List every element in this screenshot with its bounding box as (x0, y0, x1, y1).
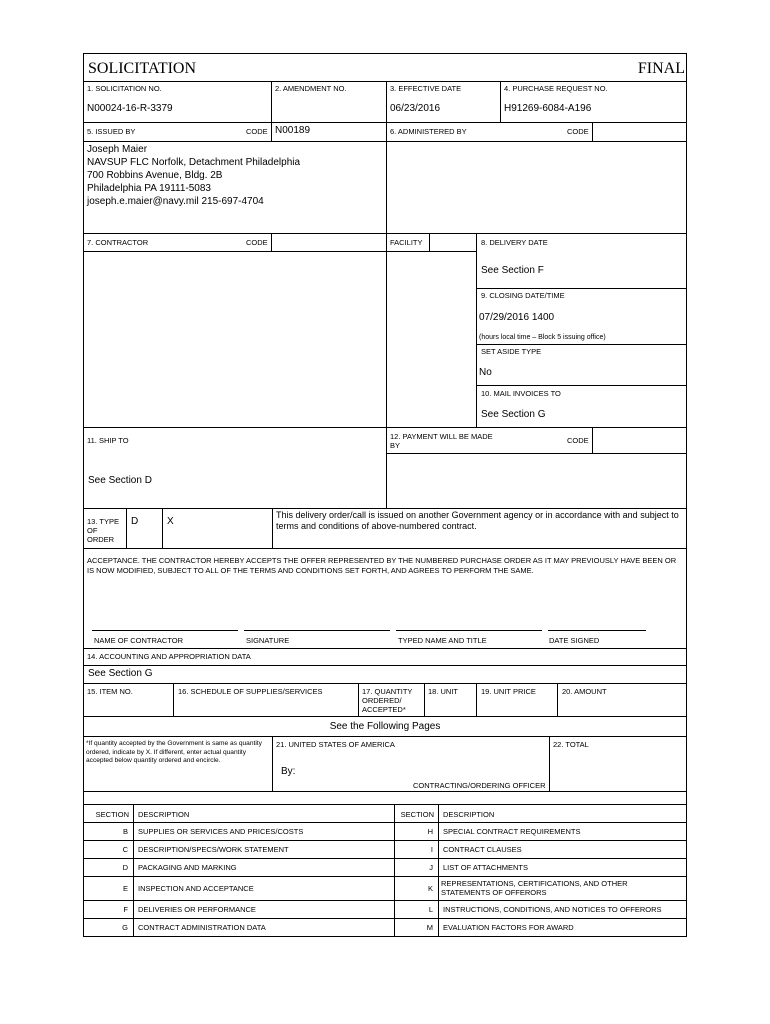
contractor-code-label: CODE (246, 238, 268, 247)
delivery-date-value[interactable]: See Section F (481, 265, 544, 276)
form-title: SOLICITATION (88, 60, 197, 77)
delivery-date-label: 8. DELIVERY DATE (481, 238, 548, 247)
address-line: Joseph Maier (87, 144, 148, 155)
set-aside-label: SET ASIDE TYPE (481, 347, 542, 356)
issued-code-label: CODE (246, 127, 268, 136)
address-line: 700 Robbins Avenue, Bldg. 2B (87, 170, 223, 181)
section-description: EVALUATION FACTORS FOR AWARD (443, 923, 574, 932)
issued-by-label: 5. ISSUED BY (87, 127, 136, 136)
amendment-no-label: 2. AMENDMENT NO. (275, 84, 347, 93)
signature-label: SIGNATURE (246, 636, 290, 645)
usa-label: 21. UNITED STATES OF AMERICA (276, 740, 395, 749)
amount-label: 20. AMOUNT (562, 687, 607, 696)
accounting-label: 14. ACCOUNTING AND APPROPRIATION DATA (87, 652, 251, 661)
order-type-label: 13. TYPE (87, 517, 119, 526)
section-code: H (427, 827, 433, 836)
accounting-value[interactable]: See Section G (88, 668, 153, 679)
section-description: SUPPLIES OR SERVICES AND PRICES/COSTS (138, 827, 304, 836)
section-description: REPRESENTATIONS, CERTIFICATIONS, AND OTHER STATEMENTS OF OFFERORS (441, 879, 628, 897)
form-status: FINAL (637, 60, 685, 77)
payment-label: 12. PAYMENT WILL BE MADE (390, 432, 493, 441)
purchase-request-value[interactable]: H91269-6084-A196 (504, 103, 592, 114)
section-code: B (122, 827, 128, 836)
unit-label: 18. UNIT (428, 687, 459, 696)
signature-line[interactable] (244, 630, 390, 631)
section-code: E (122, 884, 128, 893)
closing-date-note: (hours local time – Block 5 issuing office) (479, 334, 606, 341)
section-description: DELIVERIES OR PERFORMANCE (138, 905, 256, 914)
section-code: J (429, 863, 433, 872)
quantity-label-ordered: ORDERED/ (362, 696, 402, 705)
address-line: Philadelphia PA 19111-5083 (87, 183, 211, 194)
ship-to-value[interactable]: See Section D (88, 475, 152, 486)
section-description: SPECIAL CONTRACT REQUIREMENTS (443, 827, 581, 836)
schedule-label: 16. SCHEDULE OF SUPPLIES/SERVICES (178, 687, 323, 696)
section-description: DESCRIPTION/SPECS/WORK STATEMENT (138, 845, 289, 854)
typed-name-label: TYPED NAME AND TITLE (398, 636, 487, 645)
section-code: M (426, 923, 433, 932)
solicitation-no-value[interactable]: N00024-16-R-3379 (87, 103, 173, 114)
order-type-label-order: ORDER (87, 535, 115, 544)
mail-invoices-label: 10. MAIL INVOICES TO (481, 389, 561, 398)
ship-to-label: 11. SHIP TO (87, 436, 129, 445)
section-code: G (122, 923, 128, 932)
administered-code-label: CODE (567, 127, 589, 136)
issued-code-value[interactable]: N00189 (275, 125, 311, 136)
section-col-header: SECTION (400, 810, 434, 819)
mail-invoices-value[interactable]: See Section G (481, 409, 546, 420)
closing-date-value[interactable]: 07/29/2016 1400 (479, 312, 555, 323)
solicitation-no-label: 1. SOLICITATION NO. (87, 84, 162, 93)
section-description: PACKAGING AND MARKING (138, 863, 237, 872)
following-pages-note: See the Following Pages (329, 721, 441, 732)
payment-label-by: BY (390, 441, 401, 450)
unit-price-label: 19. UNIT PRICE (481, 687, 536, 696)
facility-label: FACILITY (390, 238, 423, 247)
quantity-note: *If quantity accepted by the Government is same as quantity ordered, indicate by X. If different, enter actual quantity accepted below quantity ordered and encircle. (86, 740, 262, 764)
section-col-header: SECTION (95, 810, 129, 819)
section-code: D (122, 863, 128, 872)
quantity-label: 17. QUANTITY (362, 687, 413, 696)
contractor-name-label: NAME OF CONTRACTOR (94, 636, 184, 645)
section-description: INSPECTION AND ACCEPTANCE (138, 884, 254, 893)
ordering-officer-label: CONTRACTING/ORDERING OFFICER (413, 781, 546, 790)
date-signed-line[interactable] (548, 630, 646, 631)
closing-date-label: 9. CLOSING DATE/TIME (481, 291, 565, 300)
by-label: By: (281, 766, 296, 777)
description-col-header: DESCRIPTION (138, 810, 190, 819)
section-description: INSTRUCTIONS, CONDITIONS, AND NOTICES TO OFFERORS (443, 905, 662, 914)
order-type-label-of: OF (87, 526, 98, 535)
payment-code-label: CODE (567, 436, 589, 445)
effective-date-label: 3. EFFECTIVE DATE (390, 84, 462, 93)
section-code: F (123, 905, 128, 914)
section-code: I (430, 845, 433, 854)
section-code: K (427, 884, 433, 893)
quantity-label-accepted: ACCEPTED* (362, 705, 406, 714)
address-line: joseph.e.maier@navy.mil 215-697-4704 (87, 196, 264, 207)
contractor-label: 7. CONTRACTOR (87, 238, 149, 247)
total-label: 22. TOTAL (553, 740, 589, 749)
order-type-statement: This delivery order/call is issued on another Government agency or in accordance with and subject to terms and conditions of above-numbered contract. (276, 510, 679, 531)
section-code: C (122, 845, 128, 854)
order-type-value[interactable]: D (131, 516, 139, 527)
contractor-name-line[interactable] (92, 630, 238, 631)
typed-name-line[interactable] (396, 630, 542, 631)
date-signed-label: DATE SIGNED (549, 636, 600, 645)
description-col-header: DESCRIPTION (443, 810, 495, 819)
purchase-request-label: 4. PURCHASE REQUEST NO. (504, 84, 608, 93)
item-no-label: 15. ITEM NO. (87, 687, 133, 696)
acceptance-text: ACCEPTANCE. THE CONTRACTOR HEREBY ACCEPTS THE OFFER REPRESENTED BY THE NUMBERED PURCHASE ORDER AS IT MAY PREVIOUSLY HAVE BEEN OR IS NOW MODIFIED, SUBJECT TO ALL OF THE TERMS AND CONDITIONS SET FORTH, AND AGREES TO PERFORM THE SAME. (87, 556, 677, 575)
address-line: NAVSUP FLC Norfolk, Detachment Philadelphia (87, 157, 301, 168)
section-description: CONTRACT ADMINISTRATION DATA (138, 923, 266, 932)
administered-by-label: 6. ADMINISTERED BY (390, 127, 467, 136)
effective-date-value[interactable]: 06/23/2016 (390, 103, 441, 114)
section-code: L (428, 905, 433, 914)
order-type-mark[interactable]: X (167, 516, 174, 527)
set-aside-value[interactable]: No (479, 367, 492, 378)
section-description: CONTRACT CLAUSES (443, 845, 522, 854)
section-description: LIST OF ATTACHMENTS (443, 863, 529, 872)
